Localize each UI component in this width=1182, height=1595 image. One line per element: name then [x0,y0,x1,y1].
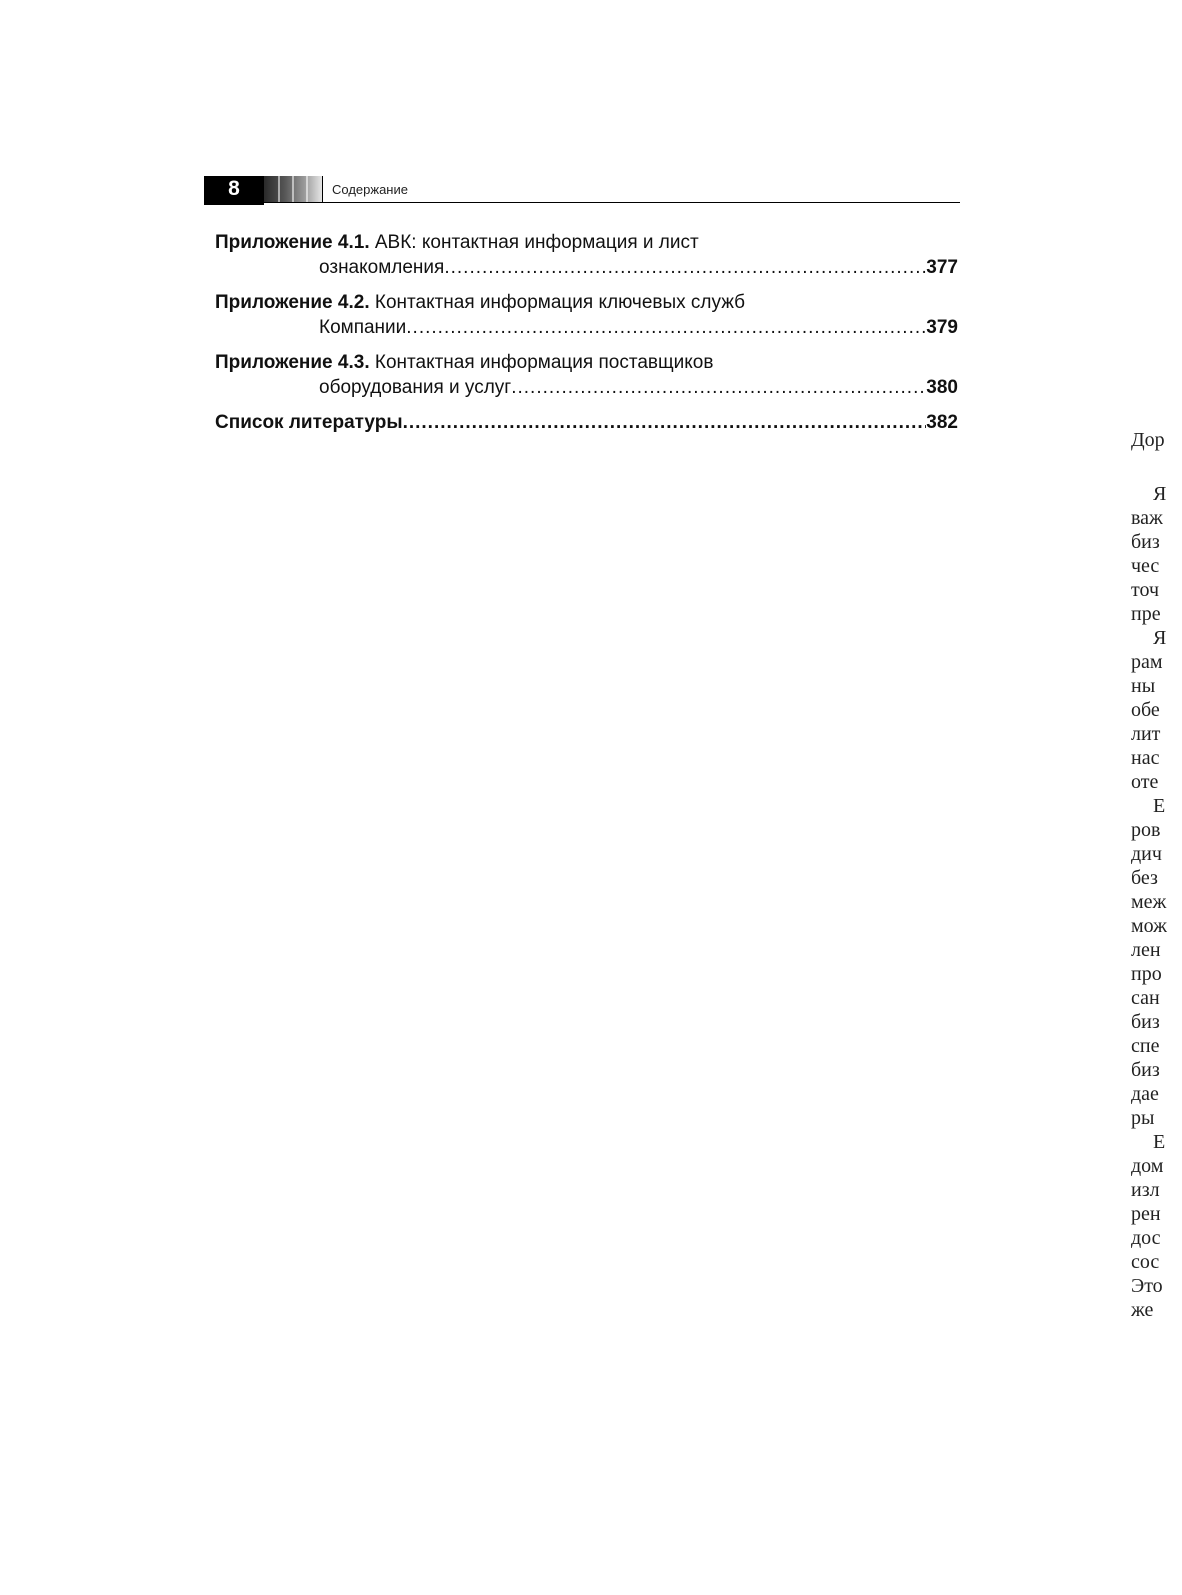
adjacent-page-line: чес [1131,555,1160,577]
toc-entry-title-continued: оборудования и услуг [319,377,512,398]
adjacent-page-line: сос [1131,1251,1160,1273]
adjacent-page-line: важ [1131,507,1163,529]
adjacent-page-line: изл [1131,1179,1160,1201]
adjacent-page-line: точ [1131,579,1160,601]
adjacent-page-line: же [1131,1299,1154,1321]
toc-entry-page: 377 [926,257,958,278]
toc-entry-label: Список литературы [215,412,403,433]
adjacent-page-line: дае [1131,1083,1159,1105]
adjacent-page-line: спе [1131,1035,1160,1057]
toc-entry-page: 382 [926,412,958,433]
adjacent-page-line: меж [1131,891,1167,913]
toc-entry-appendix-4-2 [215,290,958,340]
toc-entry-appendix-4-1 [215,230,958,280]
adjacent-page-line: Е [1153,795,1166,817]
adjacent-page-line: Я [1153,483,1167,505]
toc-entry-title-continued: ознакомления [319,257,445,278]
toc-entry-page: 380 [926,377,958,398]
header-divider [322,176,323,202]
adjacent-page-line: оте [1131,771,1159,793]
adjacent-page-line: дом [1131,1155,1164,1177]
header-rule [204,202,960,203]
table-of-contents [215,230,958,435]
adjacent-page-line: ров [1131,819,1161,841]
adjacent-page-line: биз [1131,531,1160,553]
toc-entry-title: Контактная информация ключевых служб [369,292,746,313]
toc-leader-dots [403,410,927,435]
adjacent-page-line: Это [1131,1275,1163,1297]
adjacent-page-line: мож [1131,915,1167,937]
adjacent-page-line: ры [1131,1107,1155,1129]
running-header [204,176,960,204]
adjacent-page-line: биз [1131,1059,1160,1081]
adjacent-page-line: про [1131,963,1162,985]
toc-entry-title: АВК: контактная информация и лист [369,232,699,253]
adjacent-page-line: Е [1153,1131,1166,1153]
adjacent-page-line: дич [1131,843,1162,865]
adjacent-page-line: рам [1131,651,1163,673]
page-number: 8 [204,176,264,202]
toc-entry-label: Приложение 4.2. [215,292,370,313]
toc-entry-bibliography [215,410,958,435]
toc-entry-page: 379 [926,317,958,338]
adjacent-page-line: дос [1131,1227,1161,1249]
toc-leader-dots [406,315,926,340]
adjacent-page-line: ны [1131,675,1156,697]
adjacent-page-line: биз [1131,1011,1160,1033]
adjacent-page-line: лен [1131,939,1161,961]
adjacent-page-line: пре [1131,603,1161,625]
header-shadow [204,203,264,205]
adjacent-page-line: Я [1153,627,1167,649]
toc-leader-dots [444,255,926,280]
section-title: Содержание [332,182,408,197]
adjacent-page-line: нас [1131,747,1160,769]
toc-entry-appendix-4-3 [215,350,958,400]
header-gradient-bar [264,176,322,202]
adjacent-page-fragment [1131,428,1182,1358]
adjacent-page-line: лит [1131,723,1161,745]
toc-entry-label: Приложение 4.3. [215,352,370,373]
adjacent-page-line: без [1131,867,1158,889]
toc-entry-title-continued: Компании [319,317,407,338]
adjacent-page-line: Дор [1131,429,1165,451]
toc-leader-dots [511,375,926,400]
toc-entry-title: Контактная информация поставщиков [369,352,714,373]
toc-entry-label: Приложение 4.1. [215,232,370,253]
adjacent-page-line: рен [1131,1203,1161,1225]
adjacent-page-line: обе [1131,699,1160,721]
adjacent-page-line: сан [1131,987,1160,1009]
